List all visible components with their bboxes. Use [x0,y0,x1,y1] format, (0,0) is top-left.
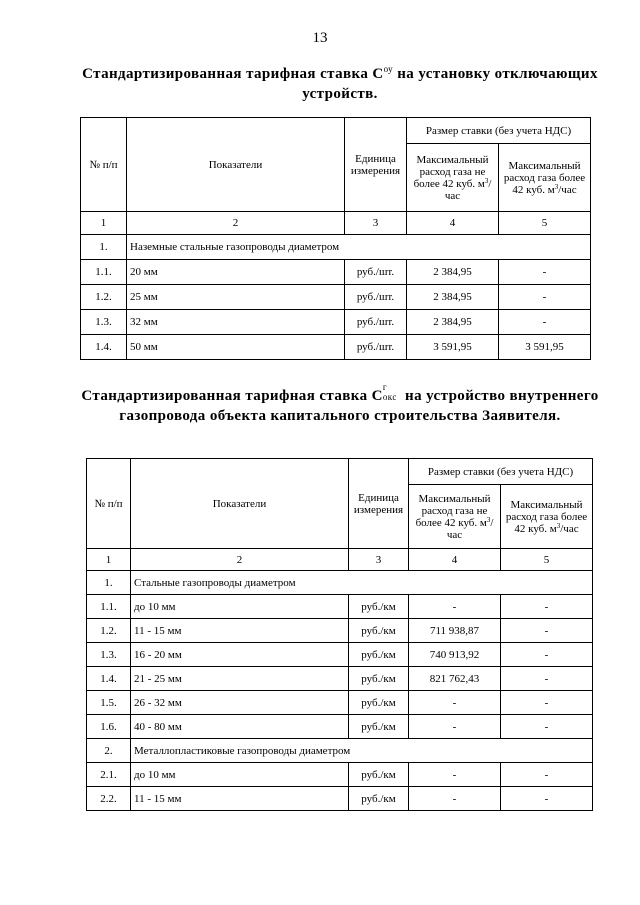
tariff-table-disconnect-devices [80,117,591,360]
section2-title: Стандартизированная тарифная ставка C г окс на устройство внутреннего газопровода объекта капитального строительства Заявителя. [81,382,599,424]
table-row: 1.1. 20 мм руб./шт. 2 384,95 - [81,260,591,285]
table-row: 1.3. 16 - 20 мм руб./км 740 913,92 - [87,643,593,667]
table-row: 1.4. 50 мм руб./шт. 3 591,95 3 591,95 [81,335,591,360]
table-row: 1.5. 26 - 32 мм руб./км - - [87,691,593,715]
column-numbers-row: 1 2 3 4 5 [81,212,591,235]
table-row: 1.2. 25 мм руб./шт. 2 384,95 - [81,285,591,310]
group-row: 2. Металлопластиковые газопроводы диаметром [87,739,593,763]
header-col4: Максимальный расход газа не более 42 куб. $м^3$/час [407,144,499,212]
group-row: 1. Наземные стальные газопроводы диаметром [81,235,591,260]
header-num: № п/п [81,118,127,212]
table-row: 1.6. 40 - 80 мм руб./км - - [87,715,593,739]
column-numbers-row: 1 2 3 4 5 [87,549,593,571]
tariff-table-internal-pipeline [86,458,593,811]
table-row: 1.2. 11 - 15 мм руб./км 711 938,87 - [87,619,593,643]
table-row: 2.2. 11 - 15 мм руб./км - - [87,787,593,811]
header-col5: Максимальный расход газа более 42 куб. $м^3$/час [501,485,593,549]
header-num: № п/п [87,459,131,549]
header-unit: Единица измерения [345,118,407,212]
header-unit: Единица измерения [349,459,409,549]
table-row: 2.1. до 10 мм руб./км - - [87,763,593,787]
header-col4: Максимальный расход газа не более 42 куб. $м^3$/час [409,485,501,549]
group-row: 1. Стальные газопроводы диаметром [87,571,593,595]
section1-title: Стандартизированная тарифная ставка $C^{оу}$ на установку отключающих устройств. [82,64,598,102]
table-row: 1.3. 32 мм руб./шт. 2 384,95 - [81,310,591,335]
header-col5: Максимальный расход газа более 42 куб. $м^3$/час [499,144,591,212]
header-rate-size: Размер ставки (без учета НДС) [409,459,593,485]
header-rate-size: Размер ставки (без учета НДС) [407,118,591,144]
header-indicators: Показатели [131,459,349,549]
table-row: 1.1. до 10 мм руб./км - - [87,595,593,619]
header-indicators: Показатели [127,118,345,212]
table-row: 1.4. 21 - 25 мм руб./км 821 762,43 - [87,667,593,691]
page-number: 13 [312,30,328,46]
